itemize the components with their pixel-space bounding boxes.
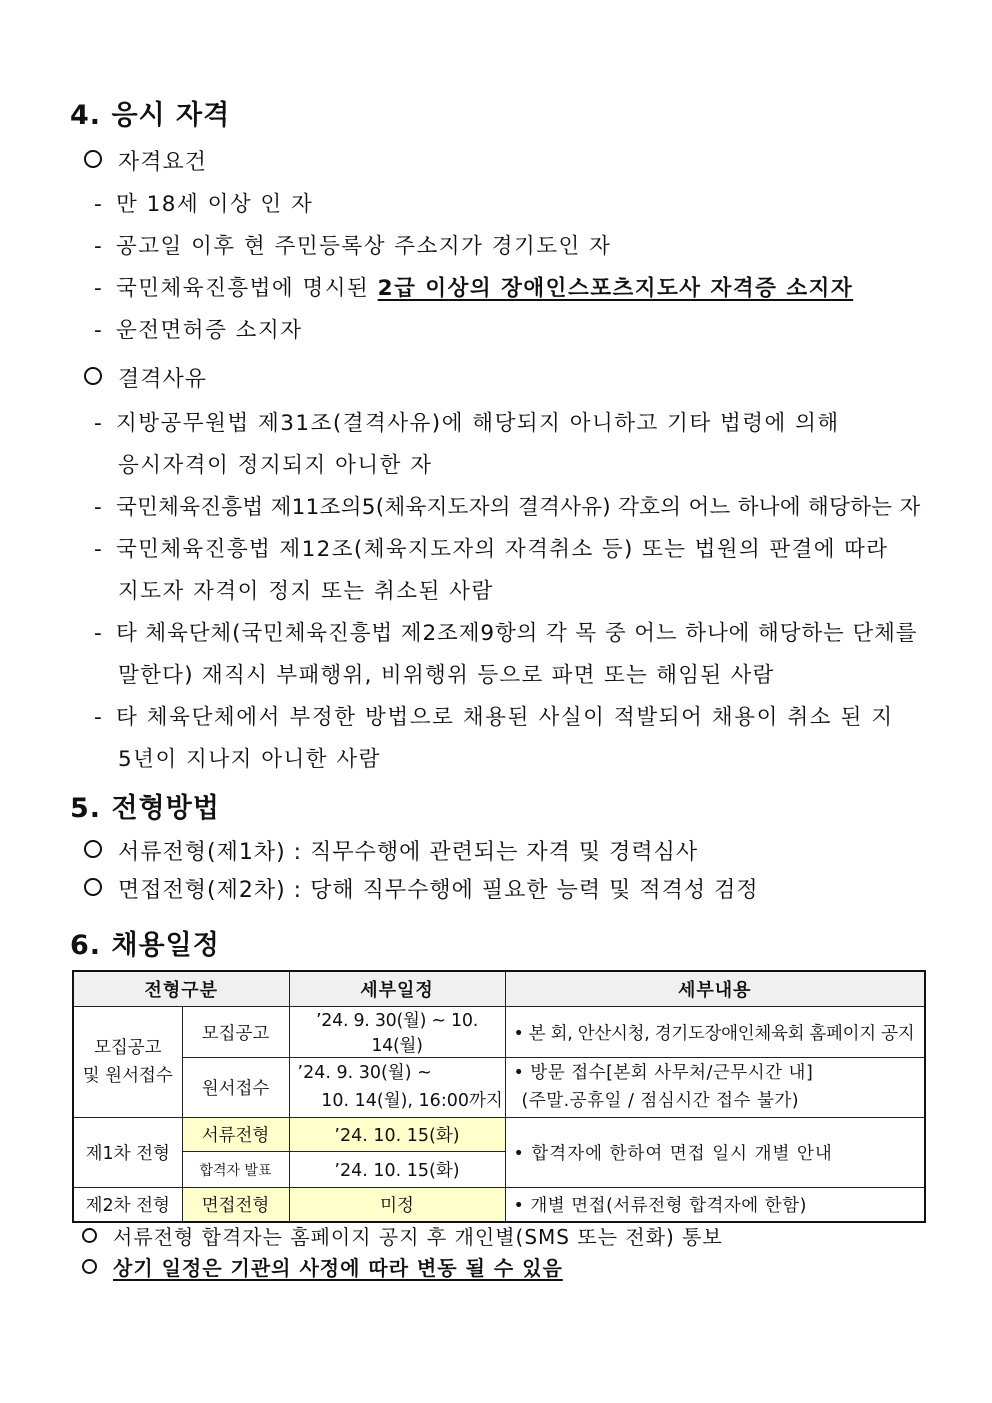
table-cell: 모집공고 bbox=[182, 1007, 289, 1058]
list-item: - 국민체육진흥법에 명시된 2급 이상의 장애인스포츠지도사 자격증 소지자 bbox=[94, 276, 854, 301]
table-cell: • 합격자에 한하여 면접 일시 개별 안내 bbox=[505, 1118, 925, 1188]
table-cell: ’24. 10. 15(화) bbox=[289, 1152, 505, 1188]
note-emphasis: 상기 일정은 기관의 사정에 따라 변동 될 수 있음 bbox=[82, 1252, 563, 1281]
header-cell: 세부내용 bbox=[505, 971, 925, 1007]
note: 서류전형 합격자는 홈페이지 공지 후 개인별(SMS 또는 전화) 통보 bbox=[82, 1221, 723, 1250]
section-5-title: 5. 전형방법 bbox=[70, 793, 220, 824]
list-item-continuation: 응시자격이 정지되지 아니한 자 bbox=[118, 453, 433, 478]
table-cell: • 개별 면접(서류전형 합격자에 한함) bbox=[505, 1188, 925, 1222]
table-cell: 합격자 발표 bbox=[182, 1152, 289, 1188]
group-cell: 제1차 전형 bbox=[73, 1118, 182, 1188]
table-row bbox=[73, 1007, 925, 1058]
header-cell: 세부일정 bbox=[289, 971, 505, 1007]
list-item-continuation: 지도자 자격이 정지 또는 취소된 사람 bbox=[118, 579, 494, 604]
table-cell: 면접전형 bbox=[182, 1188, 289, 1222]
section-4-title: 4. 응시 자격 bbox=[70, 100, 231, 131]
list-item-continuation: 5년이 지나지 아니한 사람 bbox=[118, 747, 381, 772]
requirements-heading: 자격요건 bbox=[84, 145, 207, 176]
table-row bbox=[73, 1118, 925, 1152]
table-header-row bbox=[73, 971, 925, 1007]
list-item: - 타 체육단체에서 부정한 방법으로 채용된 사실이 적발되어 채용이 취소 된 지 bbox=[94, 705, 894, 730]
circle-bullet-icon bbox=[84, 150, 102, 168]
table-cell: ’24. 10. 15(화) bbox=[289, 1118, 505, 1152]
table-cell: 원서접수 bbox=[182, 1058, 289, 1118]
list-item: 면접전형(제2차) : 당해 직무수행에 필요한 능력 및 적격성 검정 bbox=[84, 873, 759, 904]
list-item: - 국민체육진흥법 제11조의5(체육지도자의 결격사유) 각호의 어느 하나에 해당하는 자 bbox=[94, 495, 921, 520]
list-item: - 공고일 이후 현 주민등록상 주소지가 경기도인 자 bbox=[94, 234, 612, 259]
list-item: - 지방공무원법 제31조(결격사유)에 해당되지 아니하고 기타 법령에 의해 bbox=[94, 411, 840, 436]
list-item: - 만 18세 이상 인 자 bbox=[94, 192, 314, 217]
list-item-continuation: 말한다) 재직시 부패행위, 비위행위 등으로 파면 또는 해임된 사람 bbox=[118, 663, 775, 688]
disqualification-heading: 결격사유 bbox=[84, 362, 207, 393]
table-cell: • 본 회, 안산시청, 경기도장애인체육회 홈페이지 공지 bbox=[505, 1007, 925, 1058]
table-cell: 미정 bbox=[289, 1188, 505, 1222]
group-cell: 모집공고 및 원서접수 bbox=[73, 1007, 182, 1118]
emphasis-underline: 2급 이상의 장애인스포츠지도사 자격증 소지자 bbox=[377, 276, 854, 301]
circle-bullet-icon bbox=[84, 367, 102, 385]
table-row bbox=[73, 1058, 925, 1118]
header-cell: 전형구분 bbox=[73, 971, 289, 1007]
list-item: - 운전면허증 소지자 bbox=[94, 318, 303, 343]
list-item: 서류전형(제1차) : 직무수행에 관련되는 자격 및 경력심사 bbox=[84, 835, 698, 866]
list-item: - 국민체육진흥법 제12조(체육지도자의 자격취소 등) 또는 법원의 판결에 따라 bbox=[94, 537, 889, 562]
circle-bullet-icon bbox=[82, 1259, 97, 1274]
table-cell: • 방문 접수[본회 사무처/근무시간 내] (주말.공휴일 / 점심시간 접수 불가) bbox=[505, 1058, 925, 1118]
table-cell: ’24. 9. 30(월) ~ 10. 14(월), 16:00까지 bbox=[289, 1058, 505, 1118]
list-item: - 타 체육단체(국민체육진흥법 제2조제9항의 각 목 중 어느 하나에 해당하는 단체를 bbox=[94, 621, 918, 646]
table-cell: ’24. 9. 30(월) ~ 10. 14(월) bbox=[289, 1007, 505, 1058]
circle-bullet-icon bbox=[84, 878, 102, 896]
table-cell: 서류전형 bbox=[182, 1118, 289, 1152]
schedule-table bbox=[72, 970, 926, 1223]
section-6-title: 6. 채용일정 bbox=[70, 930, 220, 961]
circle-bullet-icon bbox=[82, 1228, 97, 1243]
circle-bullet-icon bbox=[84, 840, 102, 858]
group-cell: 제2차 전형 bbox=[73, 1188, 182, 1222]
table-row bbox=[73, 1188, 925, 1222]
